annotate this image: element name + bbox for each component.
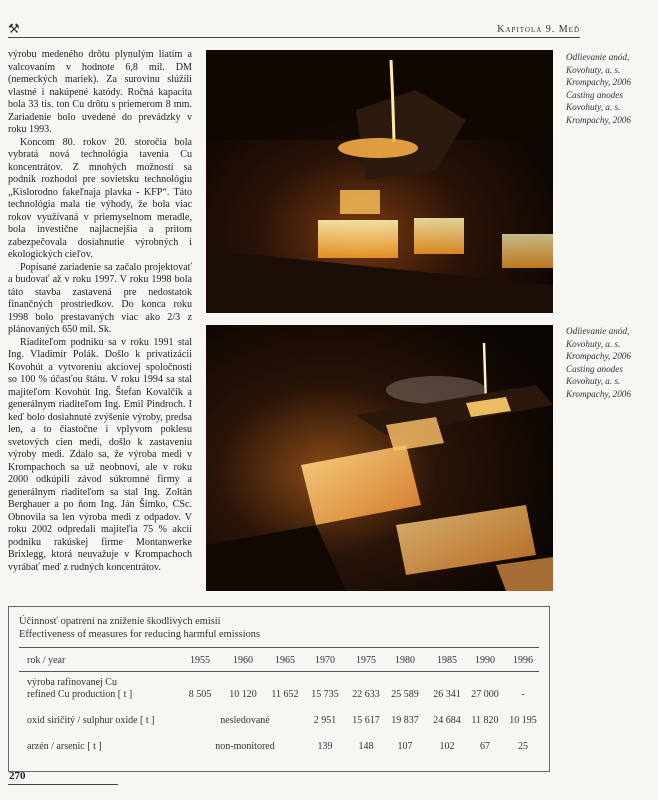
photo-anode-casting-1 [206, 50, 553, 313]
photo-caption: Odlievanie anód, Kovohuty, a. s. Krompachy, 2006 Casting anodes Kovohuty, a. s. Krompachy, 2006 [566, 326, 631, 399]
table-cell: 10 120 [229, 689, 257, 700]
table-cell: 139 [317, 741, 333, 752]
table-cell: - [521, 689, 525, 700]
row-label-refined-cu-sk: výroba rafinovanej Cu [27, 677, 117, 688]
photo-illustration [206, 50, 553, 313]
table-rule [19, 647, 539, 648]
year-header: 1975 [356, 655, 376, 666]
table-cell: 102 [439, 741, 455, 752]
table-cell: 15 735 [311, 689, 339, 700]
emissions-table [8, 606, 550, 772]
photo-anode-casting-2 [206, 325, 553, 591]
photo-illustration [206, 325, 553, 591]
footer-rule [8, 784, 118, 785]
table-cell: 11 652 [271, 689, 299, 700]
table-title-en: Effectiveness of measures for reducing harmful emissions [19, 629, 261, 640]
table-cell: 24 684 [433, 715, 461, 726]
year-header: 1980 [395, 655, 415, 666]
row-label-refined-cu-en: refined Cu production [ t ] [27, 689, 133, 700]
logo-icon: ⚒ [8, 21, 20, 36]
row-label-arsenic: arzén / arsenic [ t ] [27, 741, 102, 752]
page-number: 270 [9, 770, 26, 782]
paragraph: Riaditeľom podniku sa v roku 1991 stal Ing. Vladimír Polák. Došlo k privatizácii Kovohút a vytvoreniu akciovej spoločnosti so 100 % účasťou štátu. V roku 1994 sa stal majiteľom Kovohút Ing. Štefan Kovalčík a generálnym riaditeľom Ing. Emil Pindroch. I keď bolo dosiahnuté zvýšenie výroby, predsa len, a to čiastočne i vplyvom poklesu svetových cien medi, došlo k zastaveniu výroby medi. Zdalo sa, že výroba medi v Krompachoch sa už neobnoví, ale v roku 2000 odkúpili závod súkromné firmy a generálnym riaditeľom sa stal Ing. Zoltán Berghauer a po ňom Ing. Ján Šimko, CSc. Obnovila sa len výroba medi z odpadov. V roku 2002 odpredali majiteľia 75 % akcií podniku rakúskej firme Montanwerke Brixlegg, ktorá neuvažuje v Krompachoch vyrábať meď z rudných koncentrátov. [8, 336, 192, 573]
photo-caption: Odlievanie anód, Kovohuty, a. s. Krompachy, 2006 Casting anodes Kovohuty, a. s. Krompachy, 2006 [566, 52, 631, 125]
table-cell: 19 837 [391, 715, 419, 726]
chapter-title: Kapitola 9. Meď [497, 24, 580, 35]
not-monitored-label: non-monitored [215, 741, 275, 752]
table-title-sk: Účinnosť opatrení na zníženie škodlivých emisií [19, 616, 221, 627]
paragraph: Popísané zariadenie sa začalo projektovať a budovať až v roku 1997. V roku 1998 bola táto stavba zastavená pre nedostatok finančných prostriedkov. Do konca roku 1998 bolo prestavaných viac ako 2/3 z plánovaných 650 mil. Sk. [8, 261, 192, 335]
year-header: 1990 [475, 655, 495, 666]
table-cell: 148 [358, 741, 374, 752]
year-header: 1985 [437, 655, 457, 666]
table-cell: 107 [397, 741, 413, 752]
body-text-column [8, 49, 192, 574]
table-cell: 8 505 [188, 689, 212, 700]
year-header: 1970 [315, 655, 335, 666]
table-cell: 10 195 [509, 715, 537, 726]
table-cell: 15 617 [352, 715, 380, 726]
paragraph: Koncom 80. rokov 20. storočia bola vybratá nová technológia tavenia Cu koncentrátov. Z mnohých možností sa podnik rozhodol pre sovietsku technológiu „Kislorodno fakeľnaja plavka - KFP“. Táto technológia mala tie výhody, že bola viac rokov využívaná v priemyselnom meradle, bola investične najlacnejšia a pritom zabezpečovala dosiahnutie výrobných i ekologických cieľov. [8, 136, 192, 260]
year-header: 1996 [513, 655, 533, 666]
paragraph: výrobu medeného drôtu plynulým liatím a valcovaním v hodnote 6,8 mil. DM (nemeckých mariek). Za surovinu slúžili vlastné i nakúpené katódy. Ročná kapacita bola 33 tis. ton Cu drôtu s priemerom 8 mm. Zariadenie bolo uvedené do prevádzky v roku 1993. [8, 49, 192, 135]
year-header: 1955 [190, 655, 210, 666]
header-rule [8, 37, 580, 38]
year-header: 1965 [275, 655, 295, 666]
table-cell: 11 820 [471, 715, 499, 726]
table-cell: 27 000 [471, 689, 499, 700]
not-monitored-label: nesledované [220, 715, 270, 726]
table-cell: 25 589 [391, 689, 419, 700]
year-header-label: rok / year [27, 655, 66, 666]
year-header: 1960 [233, 655, 253, 666]
table-cell: 67 [480, 741, 490, 752]
table-cell: 2 951 [313, 715, 337, 726]
row-label-sulphur-oxide: oxid siričitý / sulphur oxide [ t ] [27, 715, 155, 726]
table-cell: 22 633 [352, 689, 380, 700]
table-rule [19, 671, 539, 672]
table-cell: 26 341 [433, 689, 461, 700]
table-cell: 25 [518, 741, 528, 752]
